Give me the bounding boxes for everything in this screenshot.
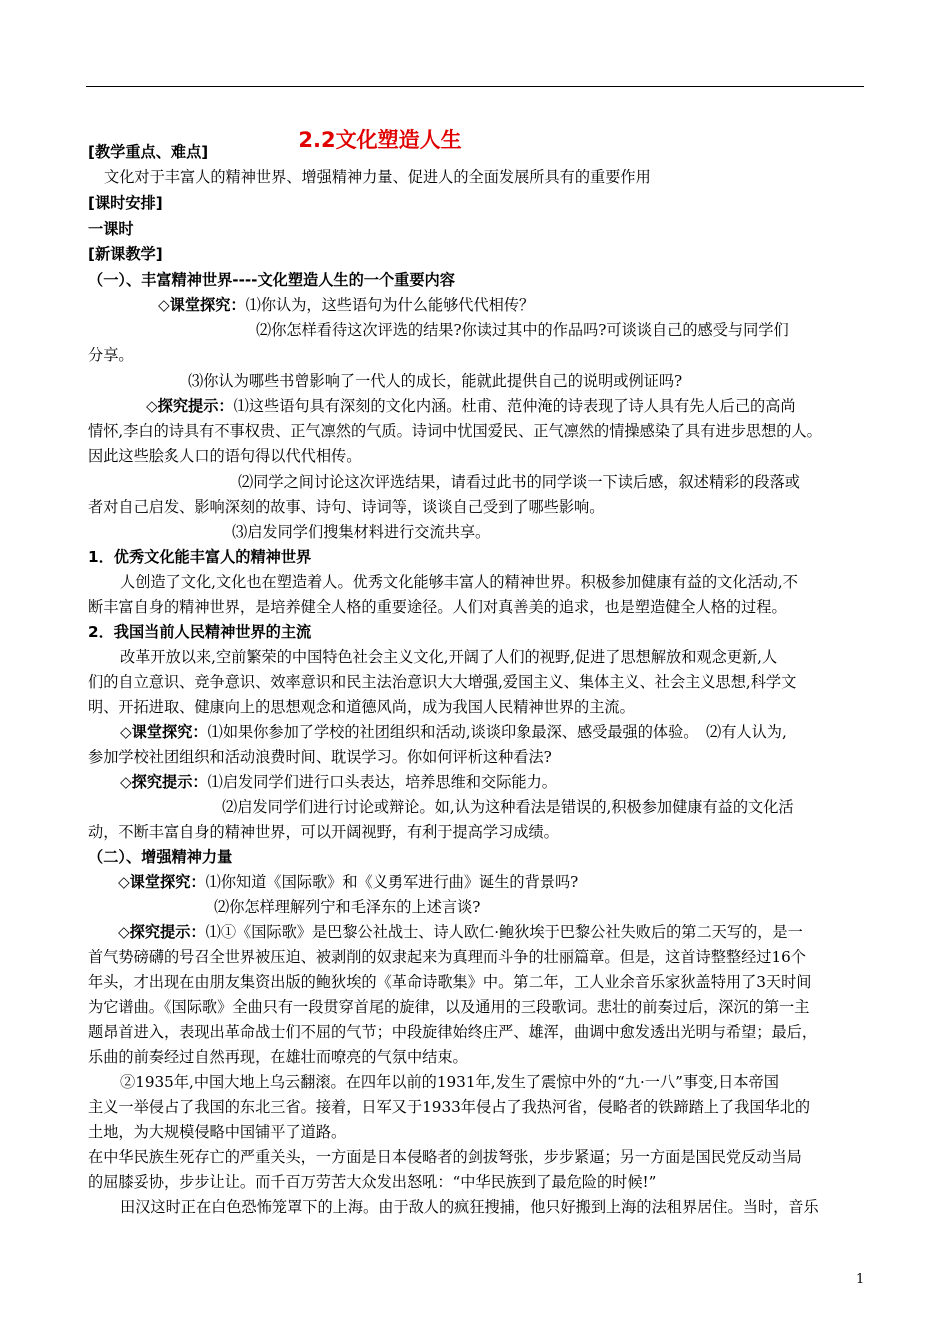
- line-text: 年头，才出现在由朋友集资出版的鲍狄埃的《革命诗歌集》中。第二年，工人业余音乐家狄盖特用了3天时间: [88, 973, 812, 991]
- text-line: [214, 897, 480, 917]
- line-text: ⑴你认为，这些语句为什么能够代代相传？: [245, 296, 535, 314]
- line-text: 主义一举侵占了我国的东北三省。接着，日军又于1933年侵占了我热河省，侵略者的铁蹄踏上了我国华北的: [88, 1098, 811, 1116]
- line-text: 情怀,李白的诗具有不事权贵、正气凛然的气质。诗词中忧国爱民、正气凛然的情操感染了具有进步思想的人。: [88, 422, 822, 440]
- text-line: [88, 597, 787, 617]
- bold-label: [教学重点、难点]: [88, 143, 209, 161]
- bold-label: ◇课堂探究：: [158, 296, 246, 314]
- text-line: [88, 219, 134, 239]
- text-line: [88, 1097, 810, 1117]
- text-line: [120, 647, 777, 667]
- text-line: [120, 722, 787, 742]
- text-line: [88, 1122, 346, 1142]
- text-line: [238, 472, 800, 492]
- line-text: ⑵同学之间讨论这次评选结果，请看过此书的同学谈一下读后感，叙述精彩的段落或: [238, 473, 800, 491]
- line-text: 改革开放以来,空前繁荣的中国特色社会主义文化,开阔了人们的视野,促进了思想解放和观念更新,人: [120, 648, 778, 666]
- text-line: [88, 421, 822, 441]
- page-number: 1: [856, 1272, 865, 1287]
- bold-label: ◇探究提示：: [146, 397, 234, 415]
- text-line: [88, 822, 559, 842]
- line-text: ⑴如果你参加了学校的社团组织和活动,谈谈印象最深、感受最强的体验。 ⑵有人认为,: [207, 723, 787, 741]
- line-text: ⑴这些语句具有深刻的文化内涵。杜甫、范仲淹的诗表现了诗人具有先人后己的高尚: [233, 397, 796, 415]
- text-line: [88, 997, 809, 1017]
- line-text: ②1935年,中国大地上乌云翻滚。在四年以前的1931年,发生了震惊中外的“九·一八”事变,日本帝国: [120, 1073, 779, 1091]
- bold-label: ◇探究提示：: [120, 773, 208, 791]
- line-text: ⑵启发同学们进行讨论或辩论。如,认为这种看法是错误的,积极参加健康有益的文化活: [222, 798, 794, 816]
- bold-label: （一）、丰富精神世界----文化塑造人生的一个重要内容: [88, 271, 455, 289]
- bold-label: ◇探究提示：: [118, 923, 206, 941]
- text-line: [232, 522, 490, 542]
- text-line: [88, 622, 311, 642]
- line-text: 首气势磅礴的号召全世界被压迫、被剥削的奴隶起来为真理而斗争的壮丽篇章。但是，这首诗整整经过16个: [88, 948, 806, 966]
- bold-label: （二）、增强精神力量: [88, 848, 233, 866]
- text-line: [146, 396, 796, 416]
- text-line: [120, 1197, 819, 1217]
- text-line: [158, 295, 534, 315]
- text-line: [88, 142, 208, 162]
- text-line: [88, 947, 806, 967]
- line-text: 题昂首进入，表现出革命战士们不屈的气节；中段旋律始终庄严、雄浑，曲调中愈发透出光明与希望；最后，: [88, 1023, 817, 1041]
- line-text: 人创造了文化,文化也在塑造着人。优秀文化能够丰富人的精神世界。积极参加健康有益的文化活动,不: [120, 573, 798, 591]
- line-text: 乐曲的前奏经过自然再现，在雄壮而嘹亮的气氛中结束。: [88, 1048, 468, 1066]
- text-line: [188, 371, 682, 391]
- text-line: [88, 345, 134, 365]
- text-line: [88, 1047, 468, 1067]
- text-line: [256, 320, 789, 340]
- line-text: 在中华民族生死存亡的严重关头，一方面是日本侵略者的剑拔弩张，步步紧逼；另一方面是国民党反动当局: [88, 1148, 802, 1166]
- text-line: [88, 1022, 817, 1042]
- text-line: [88, 446, 361, 466]
- line-text: ⑵你怎样看待这次评选的结果?你读过其中的作品吗?可谈谈自己的感受与同学们: [256, 321, 789, 339]
- line-text: ⑴启发同学们进行口头表达，培养思维和交际能力。: [207, 773, 557, 791]
- document-title: 2.2文化塑造人生: [298, 128, 462, 152]
- text-line: [120, 572, 798, 592]
- line-text: ⑴你知道《国际歌》和《义勇军进行曲》诞生的背景吗?: [205, 873, 579, 891]
- line-text: 动，不断丰富自身的精神世界，可以开阔视野，有利于提高学习成绩。: [88, 823, 559, 841]
- line-text: ⑴①《国际歌》是巴黎公社战士、诗人欧仁·鲍狄埃于巴黎公社失败后的第二天写的，是一: [205, 923, 803, 941]
- bold-label: 一课时: [88, 220, 134, 238]
- line-text: 分享。: [88, 346, 134, 364]
- bold-label: ◇课堂探究：: [120, 723, 208, 741]
- bold-label: ◇课堂探究：: [118, 873, 206, 891]
- bold-label: [新课教学]: [88, 245, 163, 263]
- line-text: 参加学校社团组织和活动浪费时间、耽误学习。你如何评析这种看法?: [88, 748, 552, 766]
- bold-label: 2．我国当前人民精神世界的主流: [88, 623, 312, 641]
- bold-label: [课时安排]: [88, 194, 163, 212]
- line-text: ⑵你怎样理解列宁和毛泽东的上述言谈?: [214, 898, 481, 916]
- text-line: [88, 697, 635, 717]
- line-text: 的屈膝妥协，步步让让。而千百万劳苦大众发出怒吼：“中华民族到了最危险的时候!”: [88, 1173, 657, 1191]
- text-line: [118, 872, 578, 892]
- text-line: [88, 847, 232, 867]
- line-text: 因此这些脍炙人口的语句得以代代相传。: [88, 447, 362, 465]
- line-text: 为它谱曲。《国际歌》全曲只有一段贯穿首尾的旋律，以及通用的三段歌词。悲壮的前奏过后，深沉的第一主: [88, 998, 810, 1016]
- line-text: ⑶启发同学们搜集材料进行交流共享。: [232, 523, 491, 541]
- text-line: [88, 547, 311, 567]
- line-text: ⑶你认为哪些书曾影响了一代人的成长，能就此提供自己的说明或例证吗?: [188, 372, 683, 390]
- line-text: 田汉这时正在白色恐怖笼罩下的上海。由于敌人的疯狂搜捕，他只好搬到上海的法租界居住。当时，音乐: [120, 1198, 819, 1216]
- text-line: [88, 747, 552, 767]
- text-line: [88, 193, 163, 213]
- bold-label: 1．优秀文化能丰富人的精神世界: [88, 548, 312, 566]
- text-line: [118, 922, 803, 942]
- text-line: [88, 270, 455, 290]
- text-line: [120, 772, 557, 792]
- text-line: [88, 497, 604, 517]
- line-text: 断丰富自身的精神世界，是培养健全人格的重要途径。人们对真善美的追求，也是塑造健全人格的过程。: [88, 598, 787, 616]
- text-line: [88, 1172, 656, 1192]
- text-line: [104, 167, 651, 187]
- line-text: 文化对于丰富人的精神世界、增强精神力量、促进人的全面发展所具有的重要作用: [104, 168, 651, 186]
- text-line: [88, 244, 163, 264]
- line-text: 们的自立意识、竞争意识、效率意识和民主法治意识大大增强,爱国主义、集体主义、社会主义思想,科学文: [88, 673, 797, 691]
- text-line: [120, 1072, 779, 1092]
- text-line: [88, 672, 796, 692]
- line-text: 者对自己启发、影响深刻的故事、诗句、诗词等，谈谈自己受到了哪些影响。: [88, 498, 605, 516]
- text-line: [88, 972, 811, 992]
- line-text: 明、开拓进取、健康向上的思想观念和道德风尚，成为我国人民精神世界的主流。: [88, 698, 635, 716]
- header-rule: [86, 86, 864, 87]
- text-line: [88, 1147, 802, 1167]
- line-text: 土地，为大规模侵略中国铺平了道路。: [88, 1123, 347, 1141]
- text-line: [222, 797, 794, 817]
